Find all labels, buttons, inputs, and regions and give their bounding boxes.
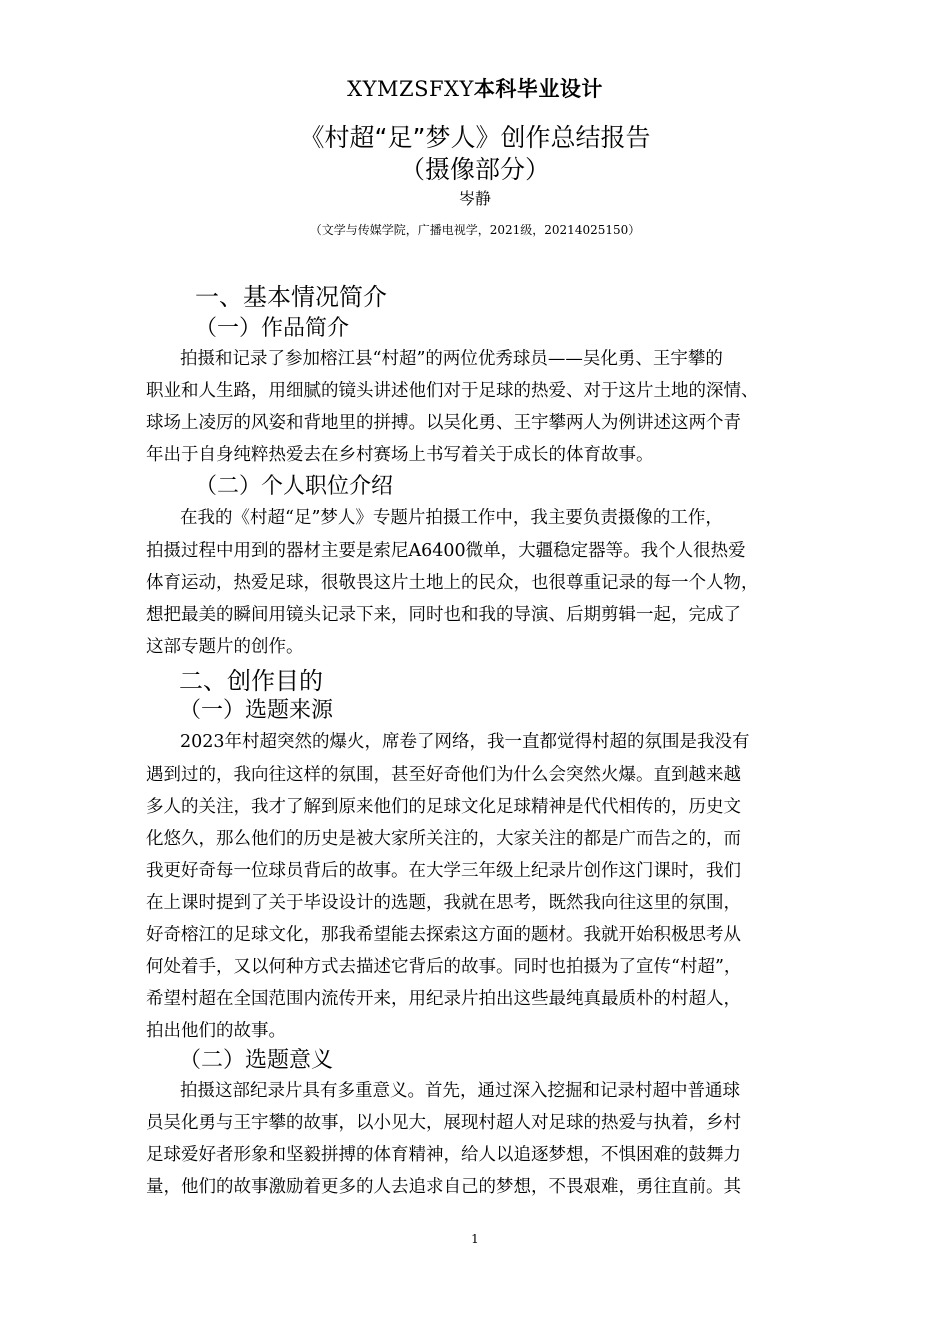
title-sub: （摄像部分） — [399, 155, 550, 184]
page-number: 1 — [471, 1232, 479, 1246]
header-label: 本科毕业设计 — [473, 77, 603, 101]
paragraph-line: 拍出他们的故事。 — [146, 1021, 286, 1041]
paragraph-line: 球场上凌厉的风姿和背地里的拼搏。以吴化勇、王宇攀两人为例讲述这两个青 — [146, 413, 741, 433]
paragraph-line: 希望村超在全国范围内流传开来，用纪录片拍出这些最纯真最质朴的村超人， — [146, 989, 741, 1009]
paragraph-line: 体育运动，热爱足球，很敬畏这片土地上的民众，也很尊重记录的每一个人物， — [146, 573, 759, 593]
section-2-1-heading: （一）选题来源 — [179, 698, 334, 723]
paragraph-line: 我更好奇每一位球员背后的故事。在大学三年级上纪录片创作这门课时，我们 — [146, 861, 741, 881]
section-1-2-heading: （二）个人职位介绍 — [195, 474, 394, 499]
section-1-1-heading: （一）作品简介 — [195, 316, 350, 341]
affiliation: （文学与传媒学院，广播电视学，2021级，20214025150） — [309, 223, 641, 237]
paragraph-line: 化悠久，那么他们的历史是被大家所关注的，大家关注的都是广而告之的，而 — [146, 829, 741, 849]
page-header — [0, 73, 950, 103]
paragraph-line: 何处着手，又以何种方式去描述它背后的故事。同时也拍摄为了宣传“村超”， — [146, 957, 742, 977]
section-2-heading: 二、创作目的 — [179, 667, 323, 695]
author: 岑静 — [458, 189, 491, 208]
title-main: 《村超“足”梦人》创作总结报告 — [299, 123, 651, 152]
paragraph-line: 职业和人生路，用细腻的镜头讲述他们对于足球的热爱、对于这片土地的深情、 — [146, 381, 759, 401]
paragraph-line: 足球爱好者形象和坚毅拼搏的体育精神，给人以追逐梦想，不惧困难的鼓舞力 — [146, 1145, 741, 1165]
paragraph-line: 拍摄这部纪录片具有多重意义。首先，通过深入挖掘和记录村超中普通球 — [180, 1081, 740, 1101]
paragraph-line: 量，他们的故事激励着更多的人去追求自己的梦想，不畏艰难，勇往直前。其 — [146, 1177, 741, 1197]
section-1-heading: 一、基本情况简介 — [195, 283, 387, 311]
header-code: XYMZSFXY — [347, 77, 474, 101]
paragraph-line: 在我的《村超“足”梦人》专题片拍摄工作中，我主要负责摄像的工作， — [180, 508, 723, 528]
paragraph-line: 拍摄过程中用到的器材主要是索尼A6400微单，大疆稳定器等。我个人很热爱 — [146, 541, 746, 561]
paragraph-line: 员吴化勇与王宇攀的故事，以小见大，展现村超人对足球的热爱与执着，乡村 — [146, 1113, 741, 1133]
paragraph-line: 多人的关注，我才了解到原来他们的足球文化足球精神是代代相传的，历史文 — [146, 797, 741, 817]
paragraph-line: 年出于自身纯粹热爱去在乡村赛场上书写着关于成长的体育故事。 — [146, 445, 654, 465]
paragraph-line: 好奇榕江的足球文化，那我希望能去探索这方面的题材。我就开始积极思考从 — [146, 925, 741, 945]
paragraph-line: 这部专题片的创作。 — [146, 637, 304, 657]
paragraph-line: 拍摄和记录了参加榕江县“村超”的两位优秀球员——吴化勇、王宇攀的 — [180, 349, 723, 369]
paragraph-line: 遇到过的，我向往这样的氛围，甚至好奇他们为什么会突然火爆。直到越来越 — [146, 765, 741, 785]
paragraph-line: 2023年村超突然的爆火，席卷了网络，我一直都觉得村超的氛围是我没有 — [180, 732, 750, 752]
paragraph-line: 在上课时提到了关于毕设设计的选题，我就在思考，既然我向往这里的氛围， — [146, 893, 741, 913]
section-2-2-heading: （二）选题意义 — [179, 1048, 334, 1073]
paragraph-line: 想把最美的瞬间用镜头记录下来，同时也和我的导演、后期剪辑一起，完成了 — [146, 605, 741, 625]
